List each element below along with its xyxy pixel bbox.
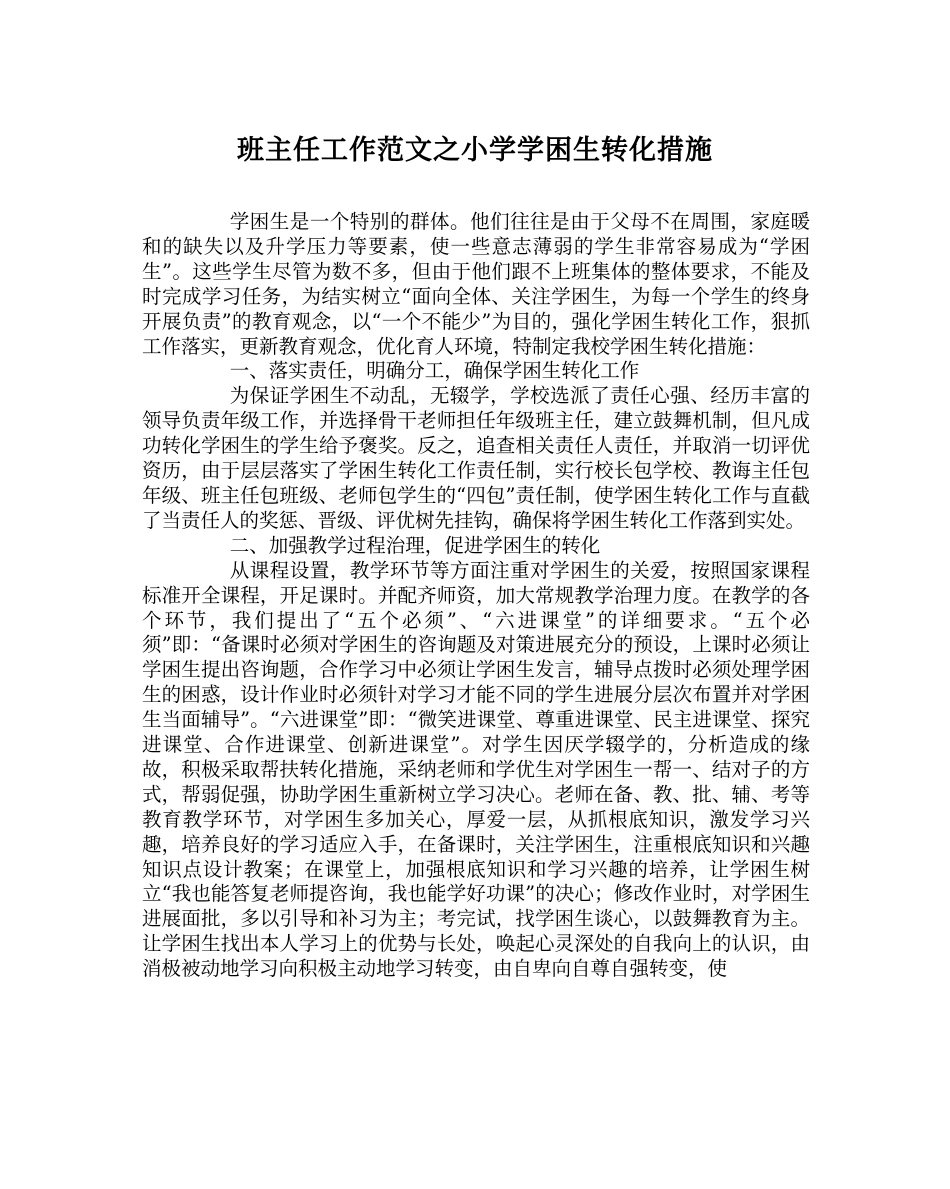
document-title: 班主任工作范文之小学学困生转化措施 [237, 135, 713, 166]
section-heading-2: 二、加强教学过程治理，促进学困生的转化 [229, 533, 601, 557]
section-1-paragraph: 为保证学困生不动乱，无辍学，学校选派了责任心强、经历丰富的领导负责年级工作，并选择骨干老师担任年级班主任，建立鼓舞机制，但凡成功转化学困生的学生给予褒奖。反之，追查相关责任人责任，并取消一切评优资历，由于层层落实了学困生转化工作责任制，实行校长包学校、教诲主任包年级、班主任包班级、老师包学生的“四包”责任制，使学困生转化工作与直截了当责任人的奖惩、晋级、评优树先挂钩，确保将学困生转化工作落到实处。 [142, 384, 810, 532]
section-heading-1: 一、落实责任，明确分工，确保学困生转化工作 [229, 359, 640, 383]
section-2-paragraph: 从课程设置，教学环节等方面注重对学困生的关爱，按照国家课程标准开全课程，开足课时。并配齐师资，加大常规教学治理力度。在教学的各个环节，我们提出了“五个必须”、“六进课堂”的详细要求。“五个必须”即：“备课时必须对学困生的咨询题及对策进展充分的预设，上课时必须让学困生提出咨询题，合作学习中必须让学困生发言，辅导点拨时必须处理学困生的困惑，设计作业时必须针对学习才能不同的学生进展分层次布置并对学困生当面辅导”。“六进课堂”即：“微笑进课堂、尊重进课堂、民主进课堂、探究进课堂、合作进课堂、创新进课堂”。对学生因厌学辍学的，分析造成的缘故，积极采取帮扶转化措施，采纳老师和学优生对学困生一帮一、结对子的方式，帮弱促强，协助学困生重新树立学习决心。老师在备、教、批、辅、考等教育教学环节，对学困生多加关心，厚爱一层，从抓根底知识，激发学习兴趣，培养良好的学习适应入手，在备课时，关注学困生，注重根底知识和兴趣知识点设计教案；在课堂上，加强根底知识和学习兴趣的培养，让学困生树立“我也能答复老师提咨询，我也能学好功课”的决心；修改作业时，对学困生进展面批，多以引导和补习为主；考完试，找学困生谈心，以鼓舞教育为主。让学困生找出本人学习上的优势与长处，唤起心灵深处的自我向上的认识，由消极被动地学习向积极主动地学习转变，由自卑向自尊自强转变，使 [142, 558, 810, 981]
document-body [142, 210, 810, 982]
intro-paragraph: 学困生是一个特别的群体。他们往往是由于父母不在周围，家庭暖和的缺失以及升学压力等要素，使一些意志薄弱的学生非常容易成为“学困生”。这些学生尽管为数不多，但由于他们跟不上班集体的整体要求，不能及时完成学习任务，为结实树立“面向全体、关注学困生，为每一个学生的终身开展负责”的教育观念，以“一个不能少”为目的，强化学困生转化工作，狠抓工作落实，更新教育观念，优化育人环境，特制定我校学困生转化措施： [142, 210, 810, 358]
